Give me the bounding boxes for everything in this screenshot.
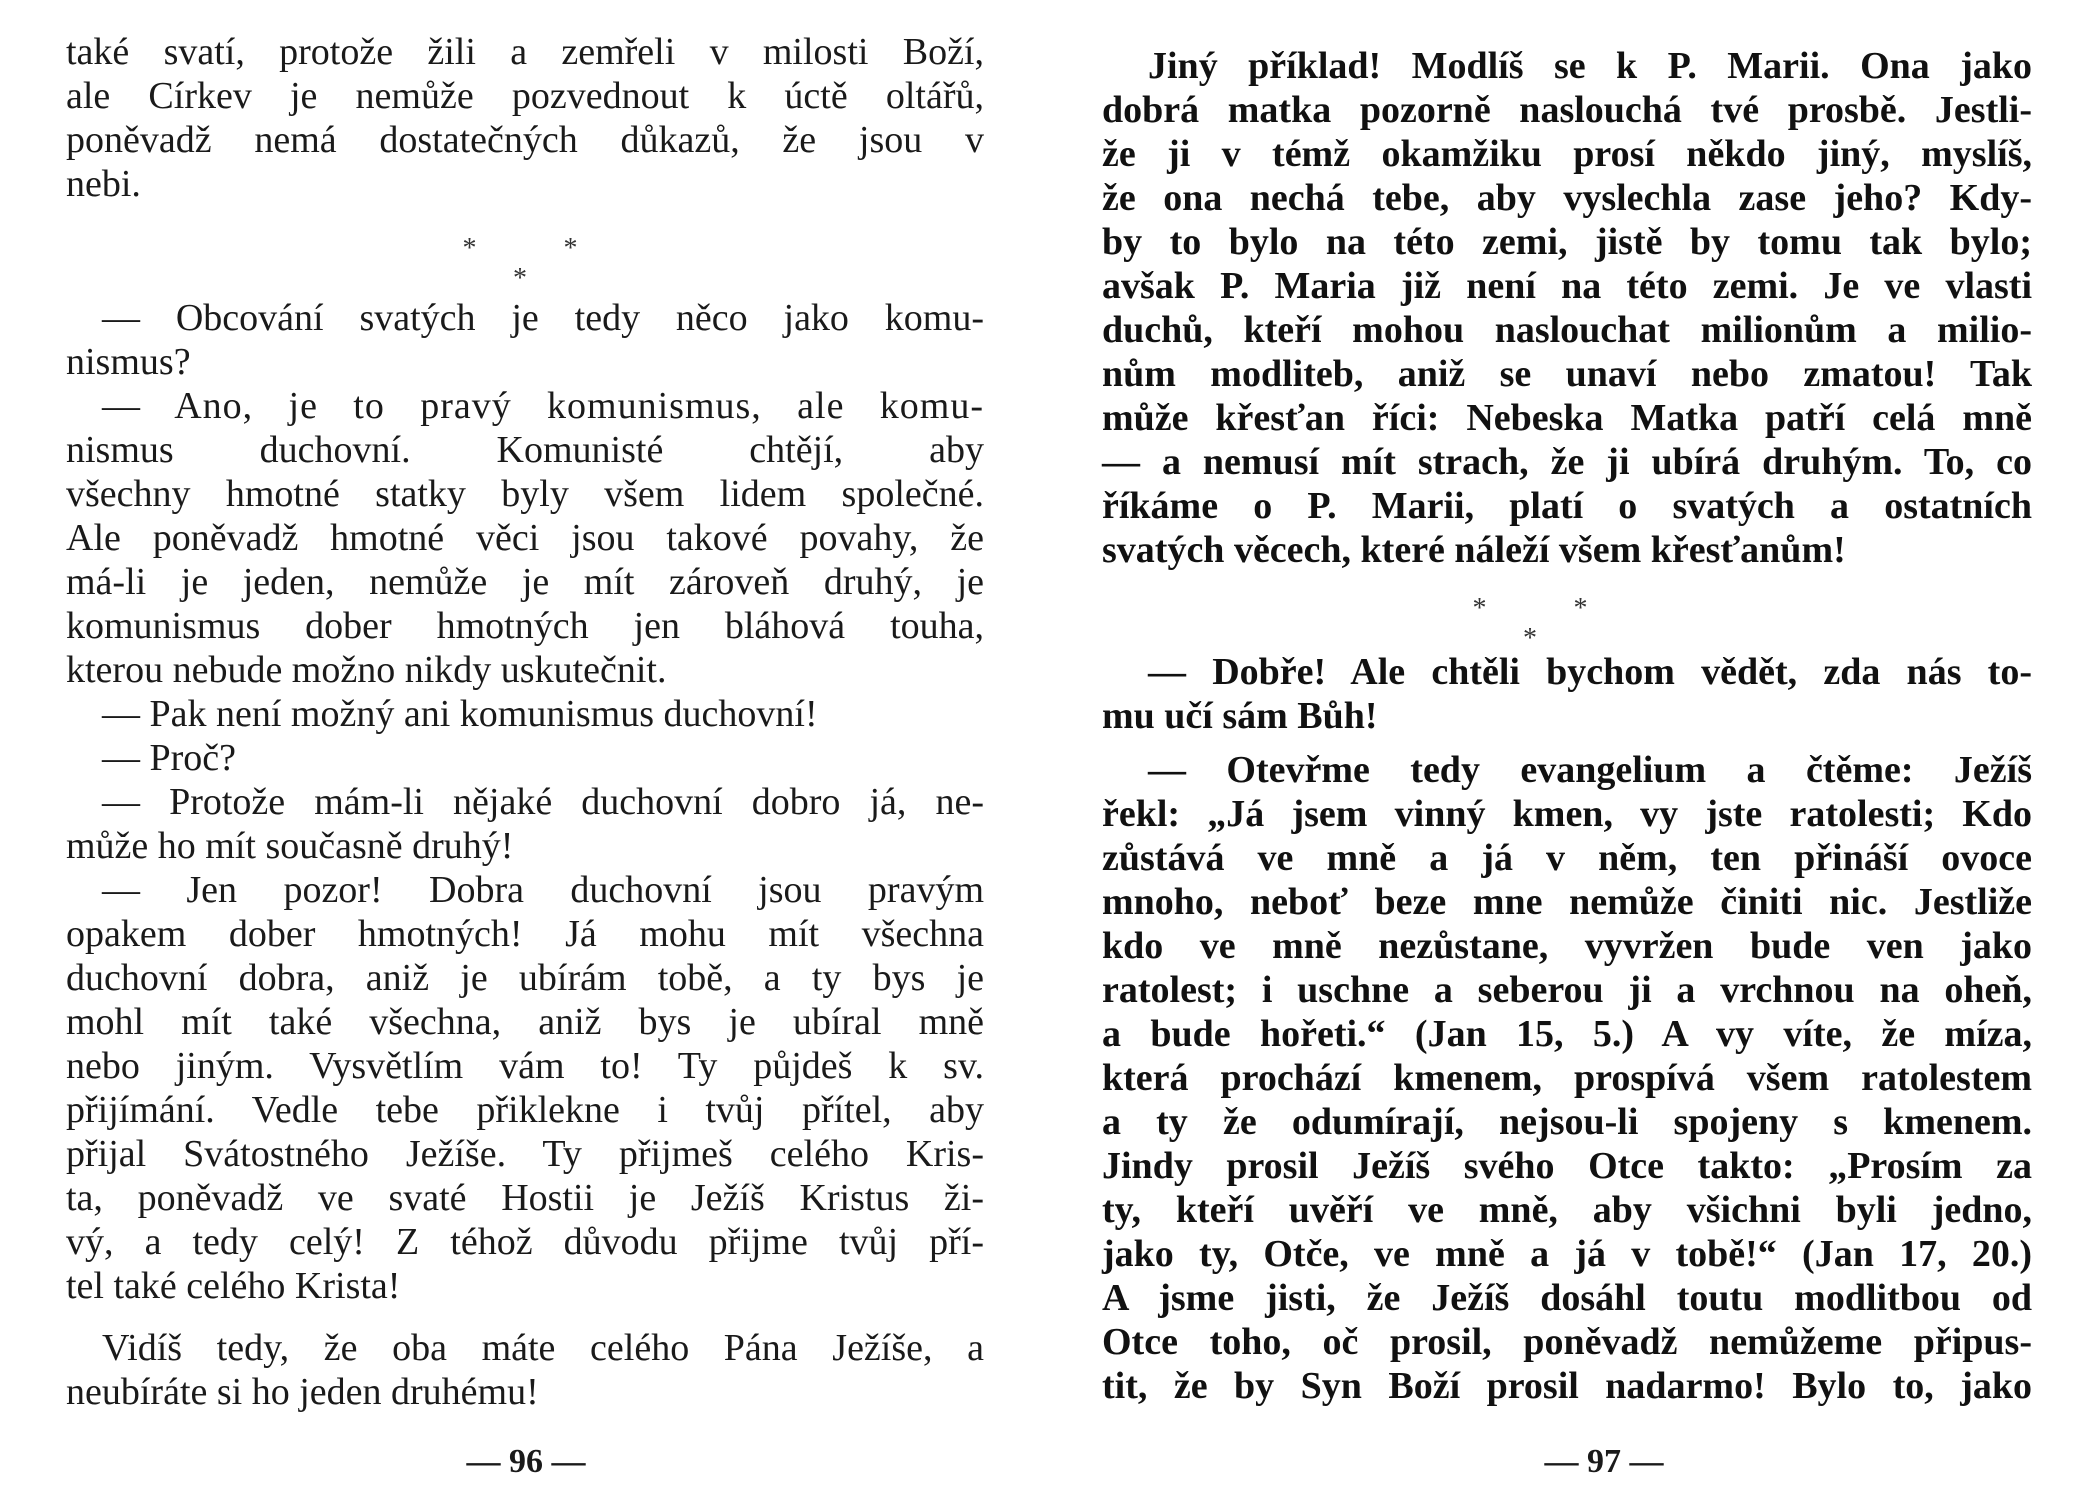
text-line: duchovní dobra, aniž je ubírám tobě, a ty bys je (66, 957, 984, 999)
text-line: Jiný příklad! Modlíš se k P. Marii. Ona jako (1148, 45, 2032, 87)
text-line: — Proč? (102, 737, 237, 779)
text-line: — Otevřme tedy evangelium a čtěme: Ježíš (1148, 749, 2032, 791)
text-line: mohl mít také všechna, aniž bys je ubíral mně (66, 1001, 984, 1043)
text-line: že ona nechá tebe, aby vyslechla zase jeho? Kdy- (1102, 177, 2032, 219)
left-page (0, 0, 1038, 1500)
text-line: — Pak není možný ani komunismus duchovní! (102, 693, 818, 735)
text-line: duchů, kteří mohou naslouchat milionům a milio- (1102, 309, 2032, 351)
text-line: — Ano, je to pravý komunismus, ale komu- (102, 385, 984, 427)
text-line: mu učí sám Bůh! (1102, 695, 1378, 737)
text-line: nebo jiným. Vysvětlím vám to! Ty půjdeš k sv. (66, 1045, 984, 1087)
text-line: A jsme jisti, že Ježíš dosáhl toutu modlitbou od (1102, 1277, 2032, 1319)
text-line: a bude hořeti.“ (Jan 15, 5.) A vy víte, že míza, (1102, 1013, 2032, 1055)
text-line: ratolest; i uschne a seberou ji a vrchnou na oheň, (1102, 969, 2032, 1011)
text-line: ta, poněvadž ve svaté Hostii je Ježíš Kristus ži- (66, 1177, 984, 1219)
text-line: přijímání. Vedle tebe přiklekne i tvůj přítel, aby (66, 1089, 984, 1131)
section-separator: * * * (462, 233, 618, 294)
text-line: — Obcování svatých je tedy něco jako komu- (102, 297, 984, 339)
text-line: může ho mít současně druhý! (66, 825, 514, 867)
text-line: — a nemusí mít strach, že ji ubírá druhým. To, co (1102, 441, 2032, 483)
text-line: neubíráte si ho jeden druhému! (66, 1371, 539, 1413)
text-line: Ale poněvadž hmotné věci jsou takové povahy, že (66, 517, 984, 559)
text-line: nům modliteb, aniž se unaví nebo zmatou! Tak (1102, 353, 2032, 395)
text-line: — Protože mám-li nějaké duchovní dobro já, ne- (102, 781, 984, 823)
text-line: avšak P. Maria již není na této zemi. Je ve vlasti (1102, 265, 2032, 307)
text-line: jako ty, Otče, ve mně a já v tobě!“ (Jan 17, 20.) (1102, 1233, 2032, 1275)
text-line: svatých věcech, které náleží všem křesťanům! (1102, 529, 1846, 571)
text-line: ale Církev je nemůže pozvednout k úctě oltářů, (66, 75, 984, 117)
text-line: poněvadž nemá dostatečných důkazů, že jsou v (66, 119, 984, 161)
text-line: ty, kteří uvěří ve mně, aby všichni byli jedno, (1102, 1189, 2032, 1231)
text-line: tit, že by Syn Boží prosil nadarmo! Bylo to, jako (1102, 1365, 2032, 1407)
text-line: nismus? (66, 341, 191, 383)
section-separator: * * * (1472, 593, 1628, 654)
text-line: nismus duchovní. Komunisté chtějí, aby (66, 429, 984, 471)
right-page (1038, 0, 2077, 1500)
text-line: může křesťan říci: Nebeska Matka patří celá mně (1102, 397, 2032, 439)
text-line: tel také celého Krista! (66, 1265, 401, 1307)
page-number: — 97 — (1544, 1443, 1664, 1480)
text-line: opakem dober hmotných! Já mohu mít všechna (66, 913, 984, 955)
text-line: — Dobře! Ale chtěli bychom vědět, zda nás to- (1148, 651, 2032, 693)
text-line: má-li je jeden, nemůže je mít zároveň druhý, je (66, 561, 984, 603)
text-line: přijal Svátostného Ježíše. Ty přijmeš celého Kris- (66, 1133, 984, 1175)
text-line: dobrá matka pozorně naslouchá tvé prosbě. Jestli- (1102, 89, 2032, 131)
text-line: která prochází kmenem, prospívá všem ratolestem (1102, 1057, 2032, 1099)
text-line: zůstává ve mně a já v něm, ten přináší ovoce (1102, 837, 2032, 879)
text-line: řekl: „Já jsem vinný kmen, vy jste ratolesti; Kdo (1102, 793, 2032, 835)
text-line: říkáme o P. Marii, platí o svatých a ostatních (1102, 485, 2032, 527)
text-line: vý, a tedy celý! Z téhož důvodu přijme tvůj pří- (66, 1221, 984, 1263)
text-line: všechny hmotné statky byly všem lidem společné. (66, 473, 984, 515)
text-line: že ji v témž okamžiku prosí někdo jiný, myslíš, (1102, 133, 2032, 175)
text-line: také svatí, protože žili a zemřeli v milosti Boží, (66, 31, 984, 73)
text-line: a ty že odumírají, nejsou-li spojeny s kmenem. (1102, 1101, 2032, 1143)
text-line: Jindy prosil Ježíš svého Otce takto: „Prosím za (1102, 1145, 2032, 1187)
text-line: kterou nebude možno nikdy uskutečnit. (66, 649, 667, 691)
text-line: Vidíš tedy, že oba máte celého Pána Ježíše, a (102, 1327, 984, 1369)
text-line: by to bylo na této zemi, jistě by tomu tak bylo; (1102, 221, 2032, 263)
text-line: mnoho, neboť beze mne nemůže činiti nic. Jestliže (1102, 881, 2032, 923)
text-line: kdo ve mně nezůstane, vyvržen bude ven jako (1102, 925, 2032, 967)
page-number: — 96 — (466, 1443, 586, 1480)
text-line: Otce toho, oč prosil, poněvadž nemůžeme připus- (1102, 1321, 2032, 1363)
text-line: komunismus dober hmotných jen bláhová touha, (66, 605, 984, 647)
text-line: nebi. (66, 163, 141, 205)
text-line: — Jen pozor! Dobra duchovní jsou pravým (102, 869, 984, 911)
